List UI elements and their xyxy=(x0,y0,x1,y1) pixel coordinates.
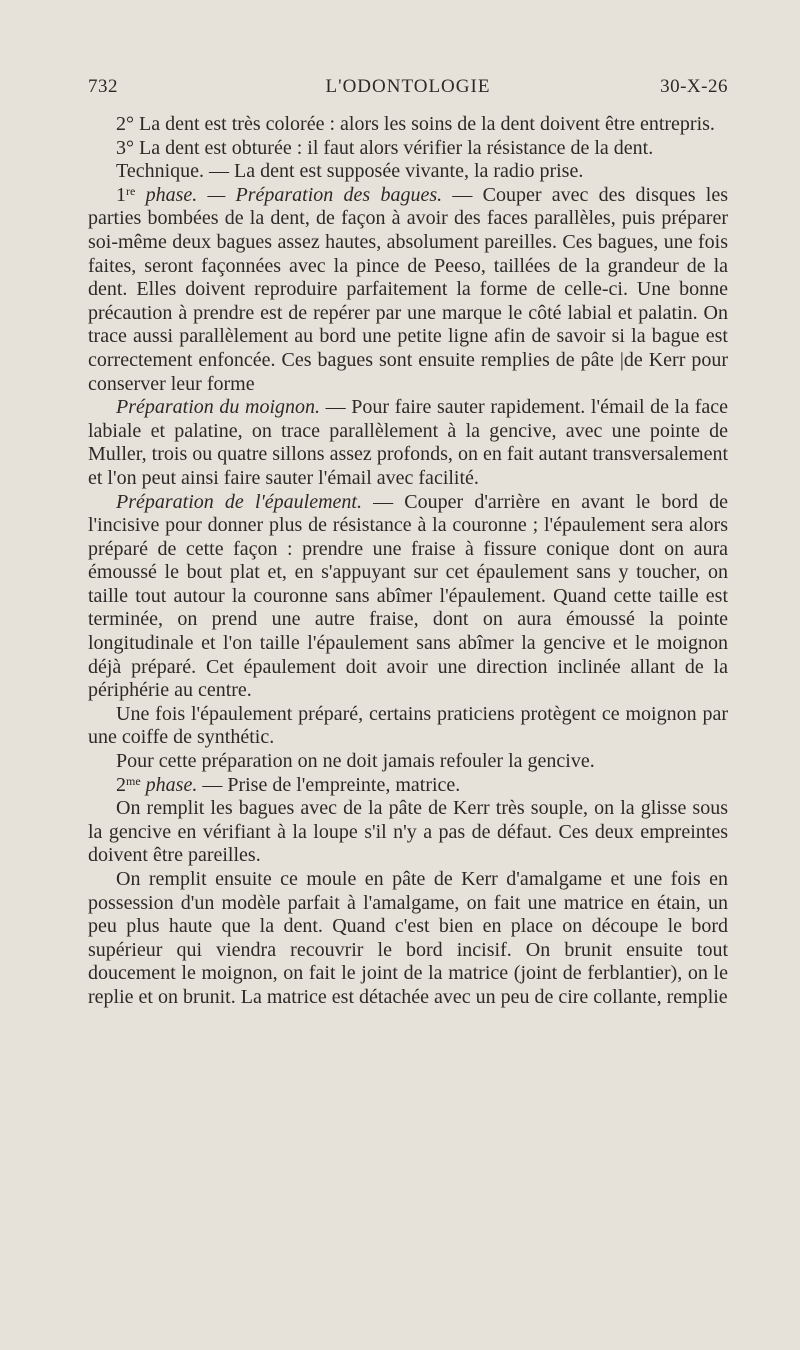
issue-date: 30-X-26 xyxy=(660,76,728,97)
running-header xyxy=(88,76,728,104)
paragraph-obturee: 3° La dent est obturée : il faut alors vérifier la résistance de la dent. xyxy=(116,136,654,159)
paragraph-moule: On remplit ensuite ce moule en pâte de Kerr d'amalgame et une fois en possession d'un modèle parfait à l'amalgame, on fait une matrice en étain, un peu plus haute que la dent. Quand c'est bien en place on découpe le bord supérieur qui viendra recouvrir le bord incisif. On brunit ensuite tout doucement le moignon, on fait le joint de la matrice (joint de ferblantier), on le replie et on brunit. La matrice est détachée avec un peu de cire collante, remplie xyxy=(88,868,728,1008)
journal-title: L'ODONTOLOGIE xyxy=(325,76,491,97)
paragraph-phase-2: $2^{me}$ phase. — Prise de l'empreinte, matrice. xyxy=(116,773,461,796)
paragraph-phase-1: 1re phase. — Préparation des bagues. — Couper avec des disques les parties bombées de la dent, de façon à avoir des faces parallèles, puis préparer soi-même deux bagues assez hautes, absolument pareilles. Ces bagues, une fois faites, seront façonnées avec la pince de Peeso, taillées de la grandeur de la dent. Elles doivent reproduire parfaitement la forme de celle-ci. Une bonne précaution à prendre est de repérer par une marque le côté labial et palatin. On trace aussi parallèlement au bord une petite ligne afin de savoir si la bague est correctement enfoncée. Ces bagues sont ensuite remplies de pâte |de Kerr pour conserver leur forme xyxy=(88,183,728,395)
paragraph-technique: Technique. — La dent est supposée vivante, la radio prise. xyxy=(116,160,584,183)
paragraph-epaulement: Préparation de l'épaulement. — Couper d'arrière en avant le bord de l'incisive pour donner plus de résistance à la couronne ; l'épaulement sera alors préparé de cette façon : prendre une fraise à fissure conique dont on aura émoussé le bout plat et, en s'appuyant sur cet épaulement sans y toucher, on taille tout autour la couronne sans abîmer l'épaulement. Quand cette taille est terminée, on prend une autre fraise, dont on aura émoussé la pointe longitudinale et l'on taille l'épaulement sans abîmer la gencive et le moignon déjà préparé. Cet épaulement doit avoir une direction inclinée allant de la périphérie au centre. xyxy=(88,490,729,702)
paragraph-coiffe: Une fois l'épaulement préparé, certains praticiens protègent ce moignon par une coiffe de synthétic. xyxy=(88,702,728,749)
body-text xyxy=(88,113,728,1010)
paragraph-gencive: Pour cette préparation on ne doit jamais refouler la gencive. xyxy=(116,750,595,773)
paragraph-bagues: On remplit les bagues avec de la pâte de Kerr très souple, on la glisse sous la gencive en vérifiant à la loupe s'il n'y a pas de défaut. Ces deux empreintes doivent être pareilles. xyxy=(88,797,728,867)
paragraph-coloree: 2° La dent est très colorée : alors les soins de la dent doivent être entrepris. xyxy=(116,113,715,135)
paragraph-moignon: Préparation du moignon. — Pour faire sauter rapidement. l'émail de la face labiale et palatine, on trace parallèlement à la gencive, avec une pointe de Muller, trois ou quatre sillons assez profonds, on en fait autant transversalement et l'on peut ainsi faire sauter l'émail avec facilité. xyxy=(88,396,728,489)
page-number: 732 xyxy=(88,76,118,97)
